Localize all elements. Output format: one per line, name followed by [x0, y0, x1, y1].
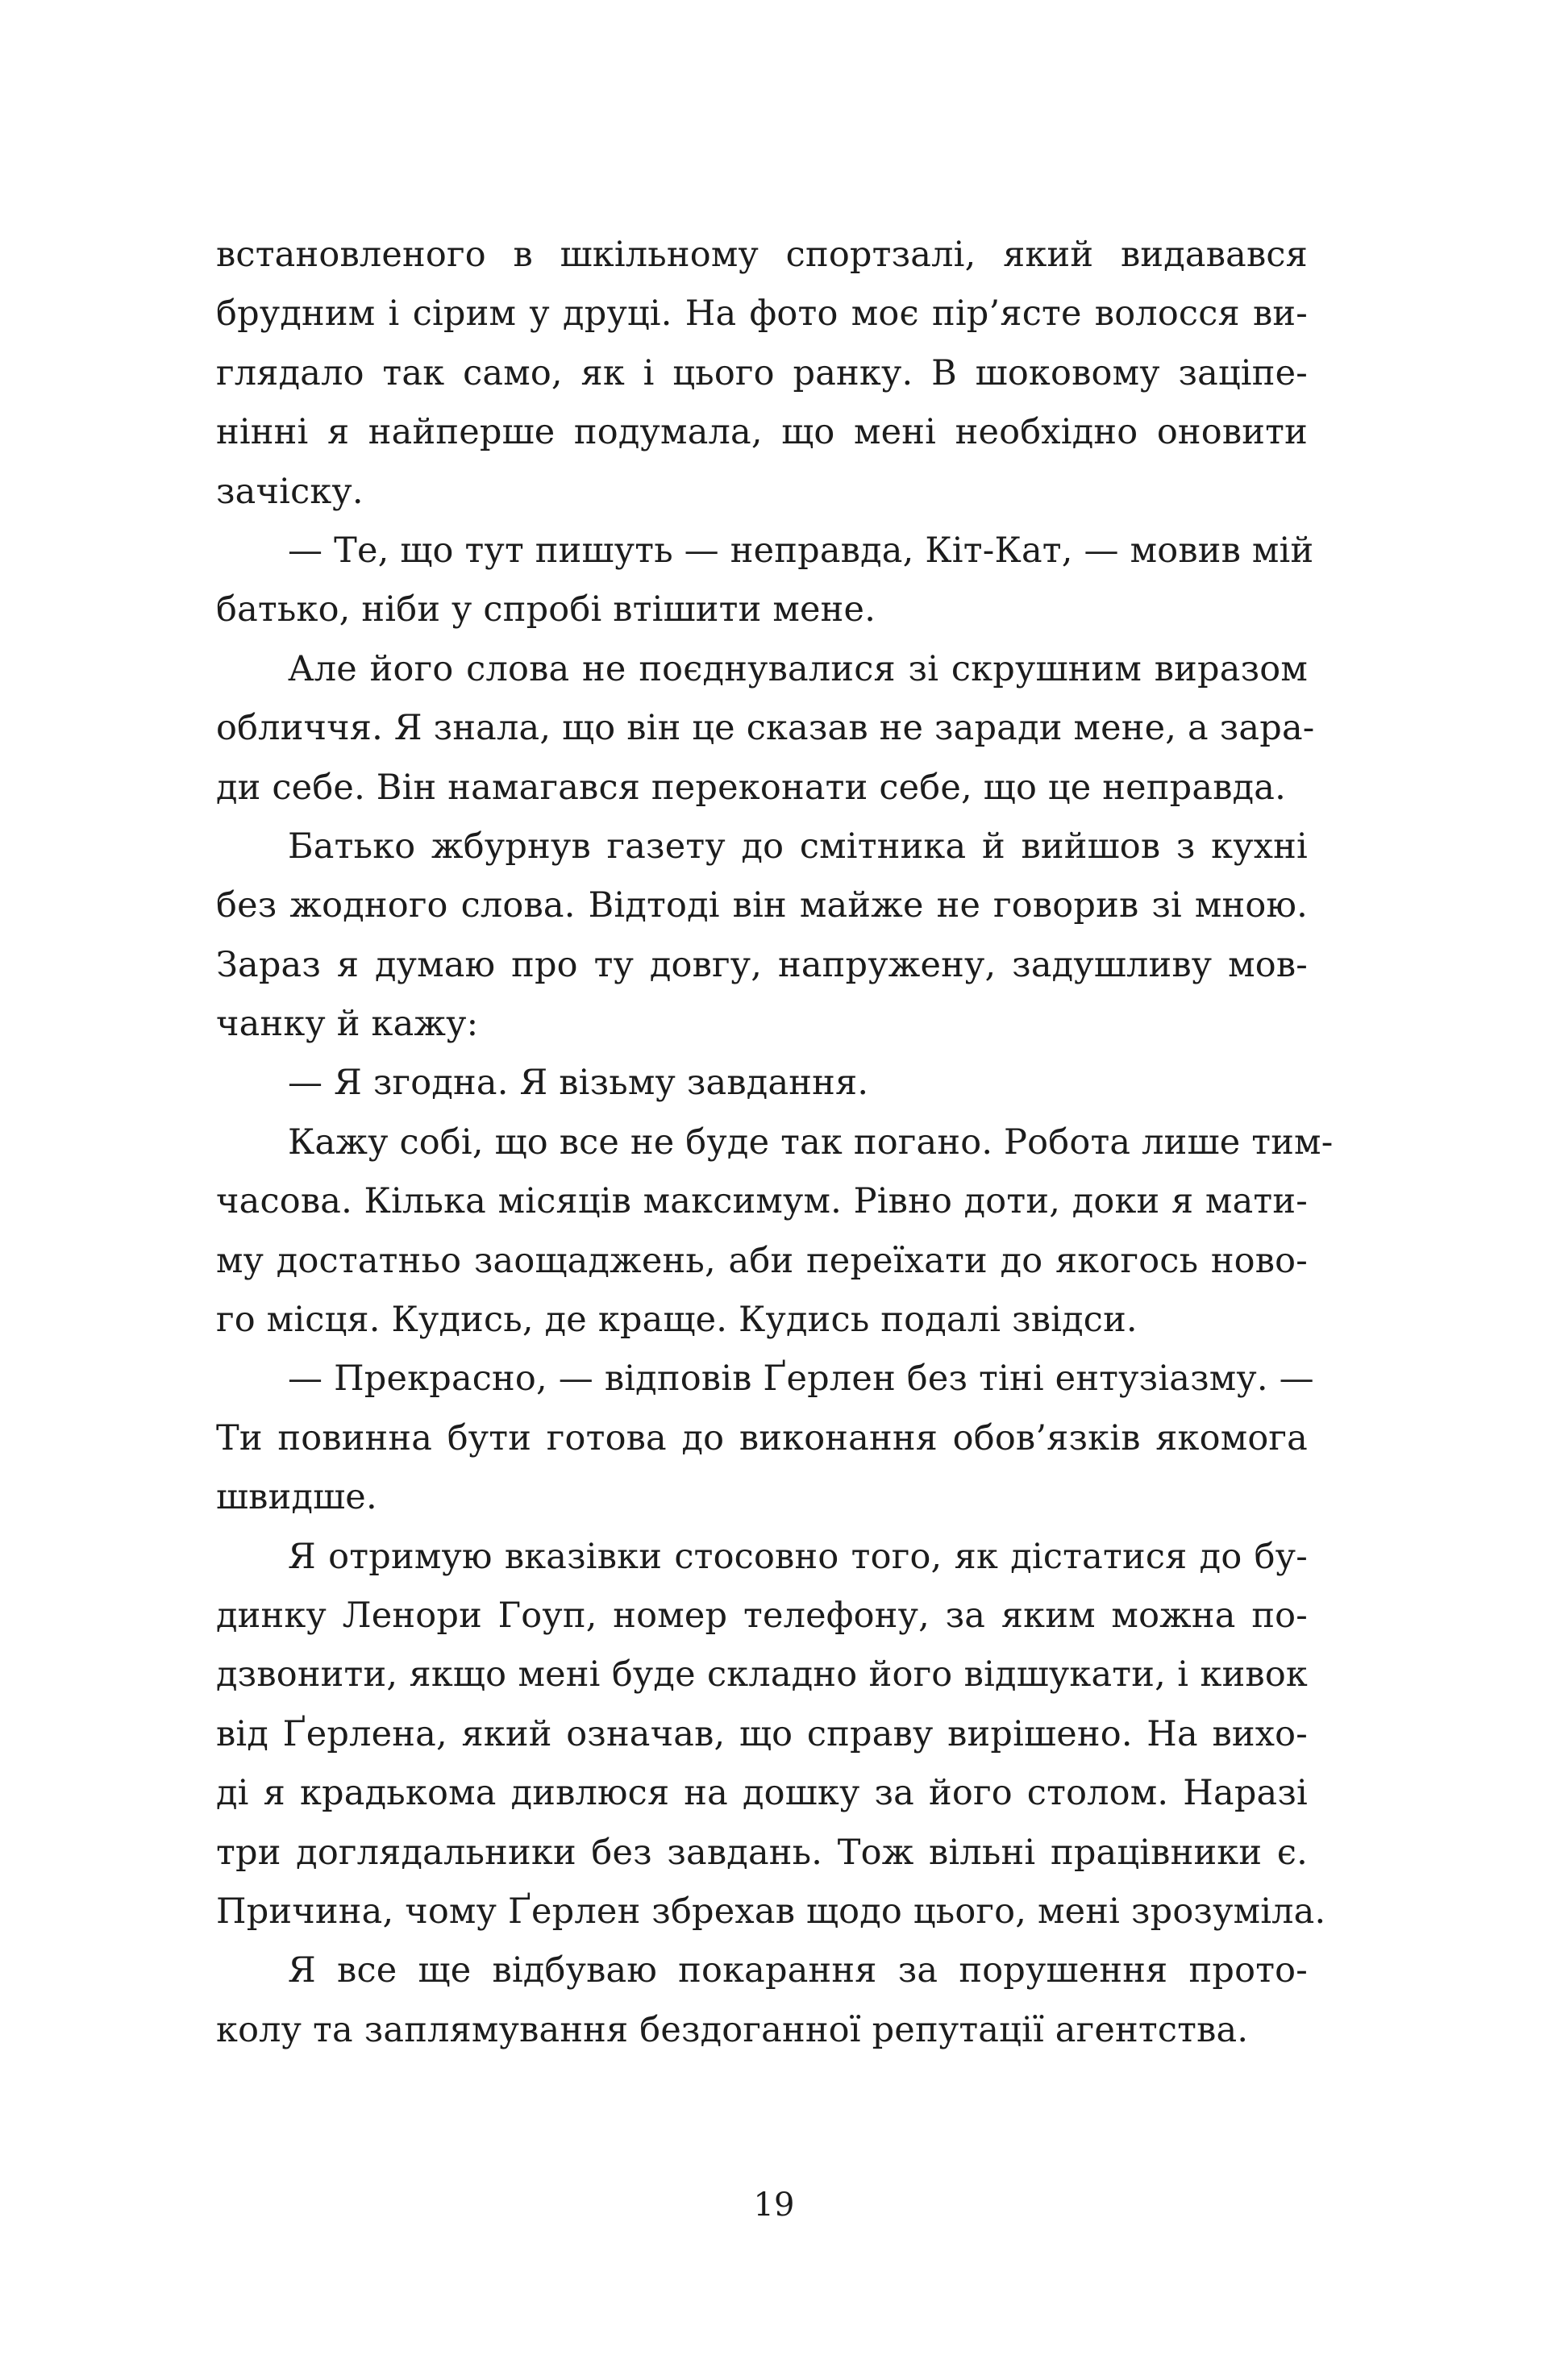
text-line: Я отримую вказівки стосовно того, як дістатися до бу- — [288, 1536, 1308, 1577]
text-line: Ти повинна бути готова до виконання обов’язків якомога — [216, 1417, 1308, 1458]
text-line: три доглядальники без завдань. Тож вільні працівники є. — [216, 1832, 1308, 1873]
text-line: нінні я найперше подумала, що мені необхідно оновити — [216, 412, 1308, 453]
text-line: глядало так само, як і цього ранку. В шоковому заціпе- — [216, 352, 1308, 393]
text-line: ди себе. Він намагався переконати себе, що це неправда. — [216, 767, 1286, 808]
body-text — [216, 226, 1334, 2060]
text-line: швидше. — [216, 1477, 377, 1518]
text-line: ді я крадькома дивлюся на дошку за його столом. Наразі — [216, 1773, 1308, 1814]
text-line: батько, ніби у спробі втішити мене. — [216, 589, 876, 630]
text-line: Зараз я думаю про ту довгу, напружену, задушливу мов- — [216, 944, 1308, 985]
text-line: — Прекрасно, — відповів Ґерлен без тіні ентузіазму. — — [288, 1359, 1314, 1400]
page-number: 19 — [753, 2187, 795, 2224]
text-line: Кажу собі, що все не буде так погано. Робота лише тим- — [288, 1121, 1334, 1163]
text-line: без жодного слова. Відтоді він майже не говорив зі мною. — [216, 885, 1308, 926]
text-line: Але його слова не поєднувалися зі скрушним виразом — [288, 648, 1308, 689]
text-line: — Я згодна. Я візьму завдання. — [288, 1063, 869, 1104]
text-line: зачіску. — [216, 471, 364, 512]
text-line: Батько жбурнув газету до смітника й вийшов з кухні — [288, 826, 1308, 867]
text-line: встановленого в шкільному спортзалі, який видавався — [216, 235, 1308, 275]
text-line: чанку й кажу: — [216, 1004, 479, 1045]
text-line: обличчя. Я знала, що він це сказав не заради мене, а зара- — [216, 708, 1315, 749]
text-line: брудним і сірим у друці. На фото моє пір’ясте волосся ви- — [216, 293, 1308, 335]
text-line: — Те, що тут пишуть — неправда, Кіт-Кат, — мовив мій — [288, 530, 1314, 571]
text-line: Причина, чому Ґерлен збрехав щодо цього, мені зрозуміла. — [216, 1891, 1326, 1932]
text-line: динку Ленори Гоуп, номер телефону, за яким можна по- — [216, 1595, 1308, 1636]
text-line: го місця. Кудись, де краще. Кудись подалі звідси. — [216, 1300, 1138, 1341]
text-line: від Ґерлена, який означав, що справу вирішено. На вихо- — [216, 1713, 1308, 1754]
text-line: му достатньо заощаджень, аби переїхати до якогось ново- — [216, 1240, 1308, 1281]
text-line: колу та заплямування бездоганної репутації агентства. — [216, 2009, 1249, 2050]
text-line: часова. Кілька місяців максимум. Рівно доти, доки я мати- — [216, 1181, 1308, 1222]
text-line: дзвонити, якщо мені буде складно його відшукати, і кивок — [216, 1654, 1308, 1696]
text-line: Я все ще відбуваю покарання за порушення прото- — [288, 1950, 1308, 1991]
